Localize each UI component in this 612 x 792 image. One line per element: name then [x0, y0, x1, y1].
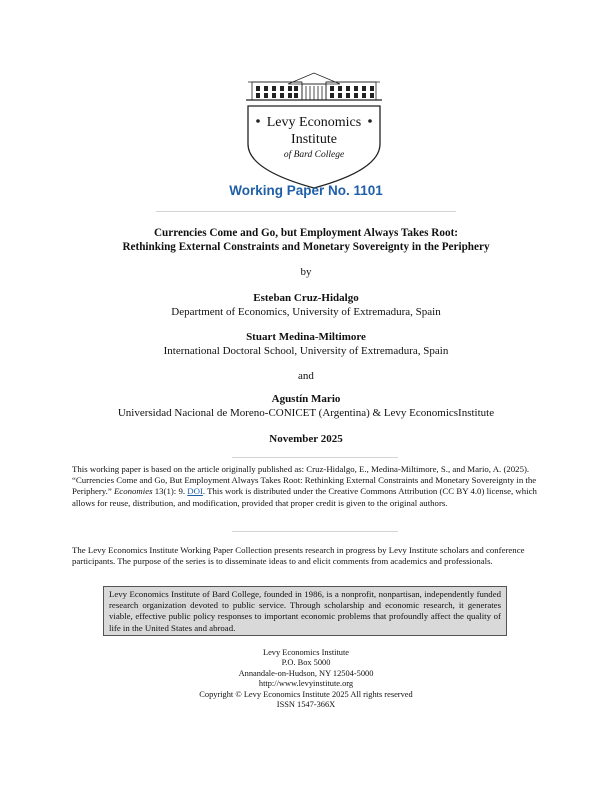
copyright-line: Copyright © Levy Economics Institute 2025 All rights reserved — [199, 689, 413, 699]
author-name: Esteban Cruz-Hidalgo — [253, 292, 359, 304]
and-label: and — [298, 370, 314, 382]
publication-note — [72, 464, 542, 509]
levy-institute-logo — [244, 70, 384, 192]
by-label: by — [300, 266, 312, 278]
doi-link[interactable]: DOI — [187, 486, 203, 497]
divider — [156, 211, 456, 212]
issn-line: ISSN 1547-366X — [276, 700, 336, 710]
institute-address — [0, 648, 612, 710]
divider — [232, 457, 398, 458]
note-volume: 13(1): 9. — [154, 486, 186, 497]
logo-line-2: Institute — [291, 132, 337, 147]
address-line: Levy Economics Institute — [262, 648, 350, 657]
logo-line-3: of Bard College — [283, 150, 345, 160]
working-paper-number: Working Paper No. 1101 — [229, 183, 383, 198]
note-text: This working paper is based on the article originally published as: Cruz-Hidalgo, E., Medina-Miltimore, S., and Mario, A. (2025). “Currencies Come and Go, But Employment Always Takes Root: Rethinking External Constraints and Monetary Sovereignty in the Periphery.” — [72, 464, 537, 497]
author-name: Stuart Medina-Miltimore — [246, 331, 366, 343]
author-affiliation: Department of Economics, University of Extremadura, Spain — [171, 306, 441, 318]
author-name: Agustín Mario — [271, 393, 341, 405]
author-affiliation: International Doctoral School, University of Extremadura, Spain — [163, 345, 449, 357]
author-affiliation: Universidad Nacional de Moreno-CONICET (Argentina) & Levy EconomicsInstitute — [117, 407, 495, 419]
publication-date: November 2025 — [269, 433, 343, 445]
collection-statement: The Levy Economics Institute Working Paper Collection presents research in progress by Levy Institute scholars and conference participants. The purpose of the series is to disseminate ideas to and elicit comments from academics and professionals. — [72, 545, 525, 567]
institute-about-box: Levy Economics Institute of Bard College, founded in 1986, is a nonprofit, nonpartisan, independently funded research organization devoted to public service. Through scholarship and economic research, it generates viable, effective public policy responses to important economic problems that profoundly affect the quality of life in the United States and abroad. — [103, 586, 507, 636]
website-url: http://www.levyinstitute.org — [258, 679, 354, 689]
note-license: . This work is distributed under the Creative Commons Attribution (CC BY 4.0) license, which allows for reuse, distribution, and modification, provided that proper credit is given to the original authors. — [72, 486, 537, 508]
address-line: Annandale-on-Hudson, NY 12504-5000 — [238, 668, 374, 678]
logo-line-1: Levy Economics — [266, 115, 362, 130]
paper-title-line-1: Currencies Come and Go, but Employment Always Takes Root: — [153, 227, 459, 239]
divider — [232, 531, 398, 532]
paper-title-line-2: Rethinking External Constraints and Monetary Sovereignty in the Periphery — [122, 241, 490, 253]
address-line: P.O. Box 5000 — [281, 658, 331, 668]
journal-name: Economies — [113, 486, 153, 497]
